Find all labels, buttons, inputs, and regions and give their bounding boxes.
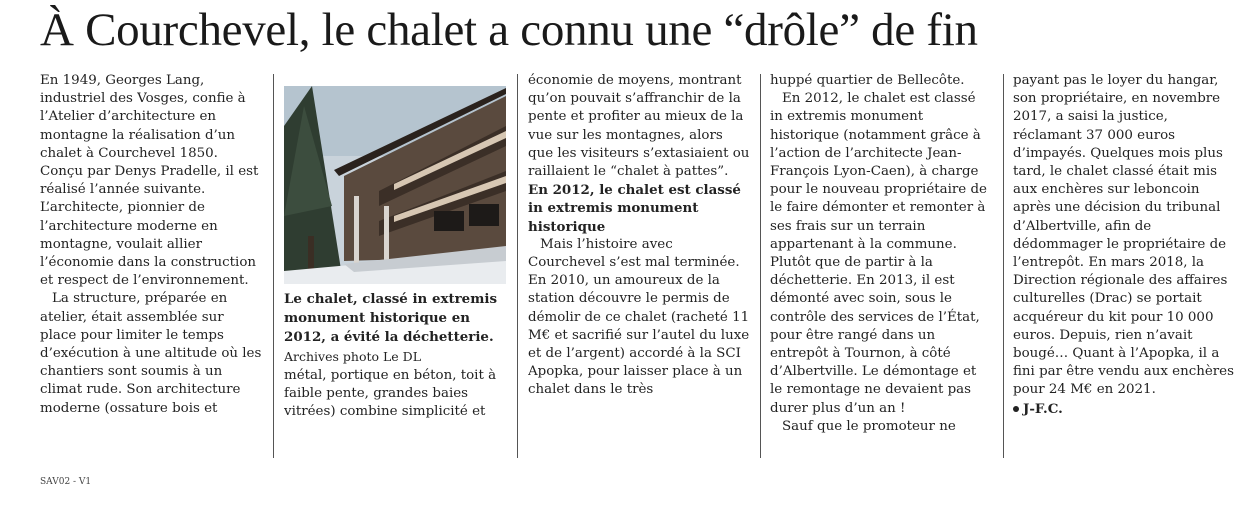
paragraph: En 1949, Georges Lang, industriel des Vosges, confie à l’Atelier d’architecture en montagne la réalisation d’un chalet à Courchevel 1850. Conçu par Denys Pradelle, il est réalisé l’année suivante. L’architecte, pionnier de l’architecture moderne en montagne, voulait allier l’économie dans la construction et respect de l’environnement. — [40, 73, 259, 289]
article-column-2 — [284, 72, 506, 460]
page-folio: SAV02 - V1 — [40, 477, 92, 487]
paragraph: huppé quartier de Bellecôte. — [770, 73, 965, 88]
photo-caption — [284, 290, 506, 367]
paragraph: En 2012, le chalet est classé in extremis monument historique (notamment grâce à l’action de l’architecte Jean-François Lyon-Caen), à charge pour le nouveau propriétaire de le faire démonter et remonter à ses frais sur un terrain appartenant à la commune. Plutôt que de partir à la déchetterie. En 2013, il est démonté avec soin, sous le contrôle des services de l’État, pour être rangé dans un entrepôt à Tournon, à côté d’Albertville. Le démontage et le remontage ne devaient pas durer plus d’un an ! — [770, 91, 987, 416]
article-column-4 — [770, 72, 992, 460]
column-rule — [1003, 74, 1004, 458]
paragraph: Sauf que le promoteur ne — [782, 418, 956, 434]
paragraph: métal, portique en béton, toit à faible pente, grandes baies vitrées) combine simplicité et — [284, 367, 497, 420]
chalet-illustration — [284, 86, 506, 284]
chalet-photo — [284, 86, 506, 284]
paragraph: La structure, préparée en atelier, était assemblée sur place pour limiter le temps d’exécution à une altitude où les chantiers sont soumis à un climat rude. Son architecture moderne (ossature bois et — [40, 291, 262, 416]
column-rule — [517, 74, 518, 458]
paragraph: payant pas le loyer du hangar, son propriétaire, en novembre 2017, a saisi la justice, réclamant 37 000 euros d’impayés. Quelques mois plus tard, le chalet classé était mis aux enchères sur leboncoin après une décision du tribunal d’Albertville, afin de dédommager le propriétaire de l’entrepôt. En mars 2018, la Direction régionale des affaires culturelles (Drac) se portait acquéreur du kit pour 10 000 euros. Depuis, rien n’avait bougé… Quant à l’Apopka, il a fini par être vendu aux enchères pour 24 M€ en 2021. — [1013, 73, 1234, 398]
article-column-1 — [40, 72, 262, 460]
signature-text: J-F.C. — [1023, 400, 1063, 417]
bullet-icon — [1013, 406, 1019, 412]
caption-text: Le chalet, classé in extremis monument historique en 2012, a évité la déchetterie. — [284, 291, 497, 346]
column-rule — [760, 74, 761, 458]
photo-credit: Archives photo Le DL — [284, 348, 421, 364]
author-signature — [1013, 400, 1235, 418]
article-column-3 — [528, 72, 750, 460]
headline: À Courchevel, le chalet a connu une “drôle” de fin — [40, 4, 978, 56]
article-column-5 — [1013, 72, 1235, 460]
subheading: En 2012, le chalet est classé in extremis monument historique — [528, 182, 741, 235]
column-rule — [273, 74, 274, 458]
paragraph: Mais l’histoire avec Courchevel s’est mal terminée. En 2010, un amoureux de la station découvre le permis de démolir de ce chalet (racheté 11 M€ et sacrifié sur l’autel du luxe et de l’argent) accordé à la SCI Apopka, pour laisser place à un chalet dans le très — [528, 236, 750, 398]
paragraph: économie de moyens, montrant qu’on pouvait s’affranchir de la pente et profiter au mieux de la vue sur les montagnes, alors que les visiteurs s’extasiaient ou raillaient le “chalet à pattes”. — [528, 73, 750, 180]
